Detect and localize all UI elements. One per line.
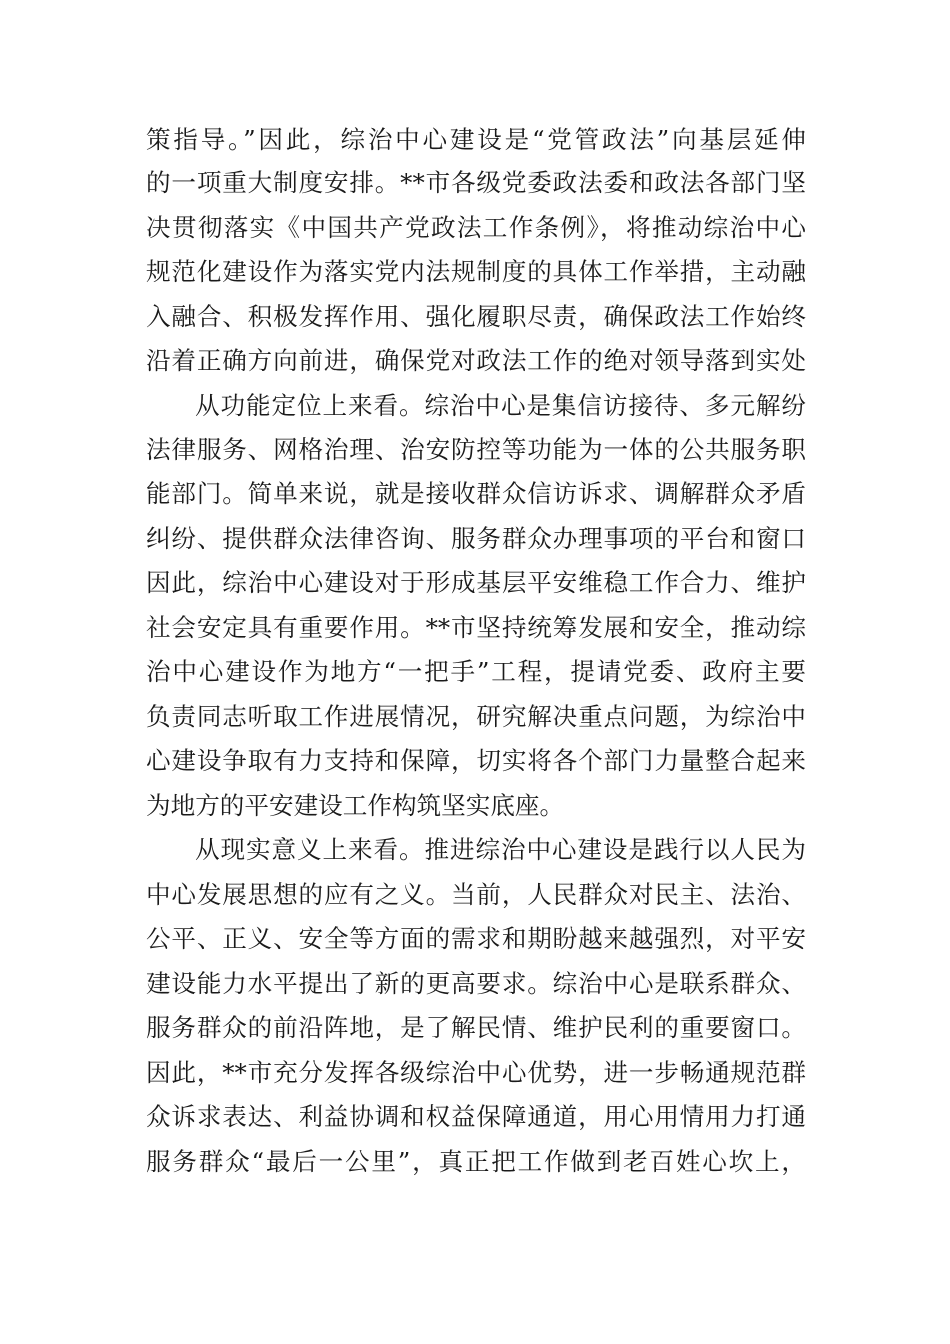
text-line: 纠纷、提供群众法律咨询、服务群众办理事项的平台和窗口 [146, 524, 806, 553]
text-line: 服务群众“最后一公里”，真正把工作做到老百姓心坎上， [146, 1147, 806, 1176]
paragraph-last-line: 为地方的平安建设工作构筑坚实底座。 [146, 791, 565, 820]
text-line: 负责同志听取工作进展情况，研究解决重点问题，为综治中 [146, 702, 806, 731]
text-line: 的一项重大制度安排。**市各级党委政法委和政法各部门坚 [146, 168, 806, 197]
text-line: 众诉求表达、利益协调和权益保障通道，用心用情用力打通 [146, 1102, 806, 1131]
text-line: 因此，**市充分发挥各级综治中心优势，进一步畅通规范群 [146, 1058, 806, 1087]
text-line: 中心发展思想的应有之义。当前，人民群众对民主、法治、 [146, 880, 806, 909]
paragraph-first-line: 从功能定位上来看。综治中心是集信访接待、多元解纷 [195, 391, 806, 420]
text-line: 建设能力水平提出了新的更高要求。综治中心是联系群众、 [146, 969, 806, 998]
text-line: 入融合、积极发挥作用、强化履职尽责，确保政法工作始终 [146, 302, 806, 331]
text-line: 公平、正义、安全等方面的需求和期盼越来越强烈，对平安 [146, 924, 806, 953]
text-line: 法律服务、网格治理、治安防控等功能为一体的公共服务职 [146, 435, 806, 464]
text-line: 规范化建设作为落实党内法规制度的具体工作举措，主动融 [146, 257, 806, 286]
paragraph-first-line: 从现实意义上来看。推进综治中心建设是践行以人民为 [195, 835, 806, 864]
text-line: 服务群众的前沿阵地，是了解民情、维护民利的重要窗口。 [146, 1013, 806, 1042]
text-line: 策指导。”因此，综治中心建设是“党管政法”向基层延伸 [146, 125, 806, 154]
text-line: 心建设争取有力支持和保障，切实将各个部门力量整合起来 [146, 746, 806, 775]
text-line: 社会安定具有重要作用。**市坚持统筹发展和安全，推动综 [146, 613, 806, 642]
text-line: 沿着正确方向前进，确保党对政法工作的绝对领导落到实处 [146, 346, 806, 375]
text-line: 能部门。简单来说，就是接收群众信访诉求、调解群众矛盾 [146, 479, 806, 508]
text-line: 决贯彻落实《中国共产党政法工作条例》，将推动综治中心 [146, 213, 806, 242]
text-line: 治中心建设作为地方“一把手”工程，提请党委、政府主要 [146, 657, 806, 686]
text-line: 因此，综治中心建设对于形成基层平安维稳工作合力、维护 [146, 568, 806, 597]
